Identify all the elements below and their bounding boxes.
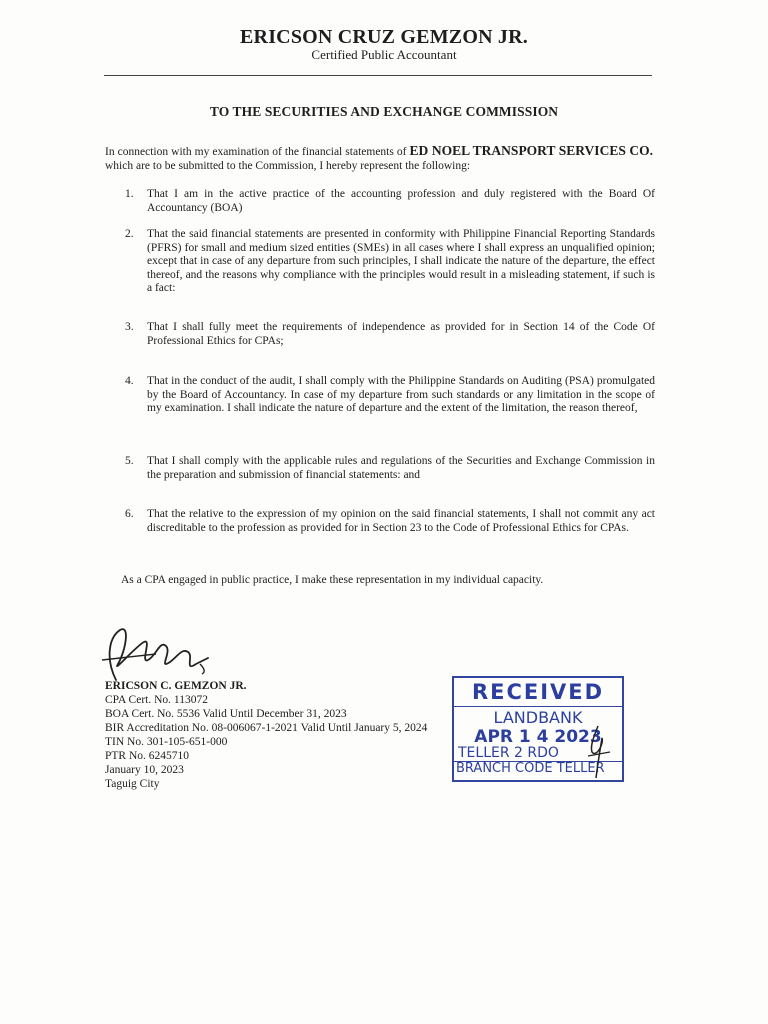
stamp-bank: LANDBANK: [493, 708, 583, 727]
item-number: 4.: [125, 375, 134, 387]
item-number: 1.: [125, 188, 134, 200]
list-item: [125, 188, 655, 215]
intro-after: which are to be submitted to the Commission, I hereby represent the following:: [105, 160, 471, 172]
list-item: [125, 321, 655, 348]
item-number: 3.: [125, 321, 134, 333]
bir-accreditation: BIR Accreditation No. 08-006067-1-2021 Valid Until January 5, 2024: [105, 722, 428, 734]
closing-statement: As a CPA engaged in public practice, I make these representation in my individual capacity.: [121, 574, 544, 586]
item-number: 6.: [125, 508, 134, 520]
intro-paragraph: [105, 144, 653, 173]
letterhead-divider: [104, 75, 652, 76]
intro-before: In connection with my examination of the financial statements of: [105, 146, 407, 158]
signed-city: Taguig City: [105, 778, 160, 790]
stamp-divider: [454, 706, 622, 707]
company-name: ED NOEL TRANSPORT SERVICES CO.: [409, 143, 654, 158]
teller-initials: [584, 722, 614, 780]
stamp-teller: TELLER 2 RDO: [458, 745, 559, 761]
tin-number: TIN No. 301-105-651-000: [105, 736, 228, 748]
document-heading: TO THE SECURITIES AND EXCHANGE COMMISSION: [209, 104, 559, 119]
stamp-date: APR 1 4 2023: [474, 727, 602, 747]
item-text: That I shall comply with the applicable rules and regulations of the Securities and Exchange Commission in the preparation and submission of financial statements: and: [147, 455, 655, 481]
item-number: 2.: [125, 228, 134, 240]
cpa-cert: CPA Cert. No. 113072: [105, 694, 208, 706]
item-text: That I shall fully meet the requirements of independence as provided for in Section 14 of the Code Of Professional Ethics for CPAs;: [147, 321, 655, 347]
item-text: That the relative to the expression of my opinion on the said financial statements, I shall not commit any act discreditable to the profession as provided for in Section 23 to the Code of Professional Ethics for CPAs.: [147, 508, 655, 534]
item-text: That in the conduct of the audit, I shall comply with the Philippine Standards on Auditing (PSA) promulgated by the Board of Accountancy. In case of my departure from such standards or any limitation in the scope of my examination. I shall indicate the nature of departure and the extent of the limitation, the reason thereof,: [147, 375, 655, 414]
item-text: That I am in the active practice of the accounting profession and duly registered with the Board Of Accountancy (BOA): [147, 188, 655, 214]
ptr-number: PTR No. 6245710: [105, 750, 190, 762]
signer-block: [105, 679, 427, 791]
signed-date: January 10, 2023: [105, 764, 184, 776]
list-item: [125, 228, 655, 296]
signer-name: ERICSON C. GEMZON JR.: [105, 680, 247, 692]
item-text: That the said financial statements are presented in conformity with Philippine Financial Reporting Standards (PFRS) for small and medium sized entities (SMEs) in all cases where I shall express an unqualified opinion; except that in case of any departure from such principles, I shall indicate the nature of the departure, the effect thereof, and the reasons why compliance with the principles would result in a misleading statement, if such is a fact:: [147, 228, 655, 294]
list-item: [125, 455, 655, 482]
list-item: [125, 508, 655, 535]
item-number: 5.: [125, 455, 134, 467]
boa-cert: BOA Cert. No. 5536 Valid Until December 31, 2023: [105, 708, 347, 720]
letterhead-name: ERICSON CRUZ GEMZON JR.: [240, 26, 528, 48]
stamp-branch: BRANCH CODE TELLER: [456, 761, 605, 776]
list-item: [125, 375, 655, 416]
stamp-received: RECEIVED: [471, 680, 605, 704]
letterhead-title: Certified Public Accountant: [311, 47, 457, 62]
